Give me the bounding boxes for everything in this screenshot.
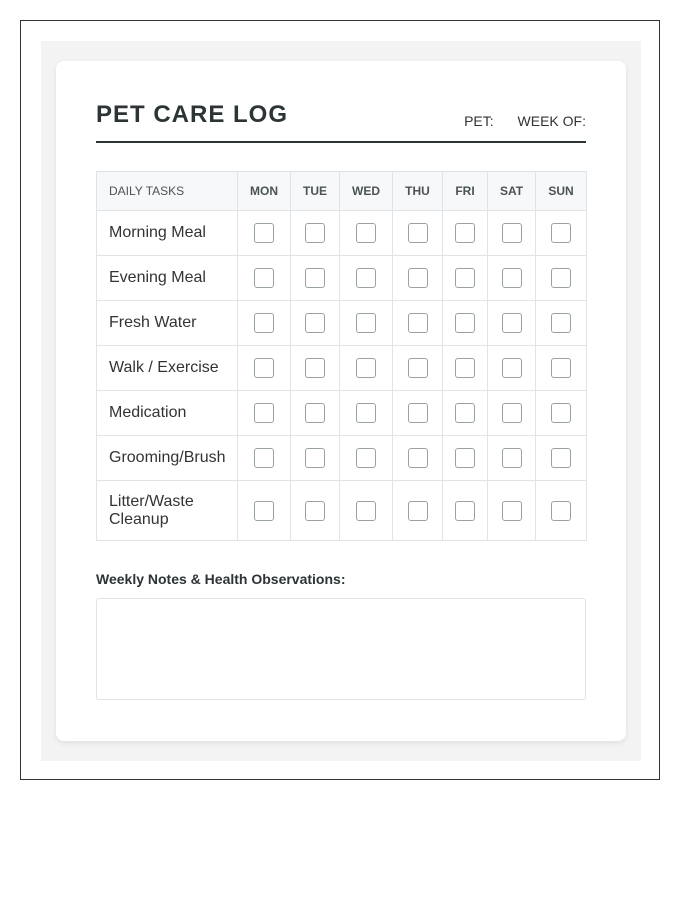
day-cell bbox=[238, 346, 291, 391]
day-header-sat: SAT bbox=[488, 172, 536, 211]
checkbox-fri[interactable] bbox=[455, 403, 475, 423]
day-header-tue: TUE bbox=[291, 172, 340, 211]
day-header-thu: THU bbox=[393, 172, 443, 211]
checkbox-wed[interactable] bbox=[356, 501, 376, 521]
day-cell bbox=[340, 391, 393, 436]
checkbox-sun[interactable] bbox=[551, 358, 571, 378]
day-cell bbox=[238, 211, 291, 256]
day-cell bbox=[340, 256, 393, 301]
day-cell bbox=[393, 346, 443, 391]
checkbox-sun[interactable] bbox=[551, 223, 571, 243]
checkbox-sat[interactable] bbox=[502, 448, 522, 468]
day-cell bbox=[393, 301, 443, 346]
document-frame bbox=[20, 20, 660, 780]
checkbox-sun[interactable] bbox=[551, 268, 571, 288]
day-cell bbox=[238, 256, 291, 301]
checkbox-wed[interactable] bbox=[356, 403, 376, 423]
day-cell bbox=[238, 391, 291, 436]
care-log-table bbox=[96, 171, 587, 541]
day-cell bbox=[340, 301, 393, 346]
checkbox-sat[interactable] bbox=[502, 223, 522, 243]
checkbox-tue[interactable] bbox=[305, 358, 325, 378]
day-cell bbox=[536, 346, 587, 391]
task-table-body bbox=[97, 211, 587, 541]
daily-tasks-header: DAILY TASKS bbox=[97, 172, 238, 211]
checkbox-sat[interactable] bbox=[502, 501, 522, 521]
checkbox-wed[interactable] bbox=[356, 448, 376, 468]
checkbox-sat[interactable] bbox=[502, 313, 522, 333]
day-cell bbox=[393, 481, 443, 541]
day-cell bbox=[238, 436, 291, 481]
task-label: Morning Meal bbox=[97, 211, 238, 256]
day-cell bbox=[443, 211, 488, 256]
checkbox-fri[interactable] bbox=[455, 313, 475, 333]
day-cell bbox=[443, 481, 488, 541]
day-cell bbox=[393, 211, 443, 256]
task-label: Walk / Exercise bbox=[97, 346, 238, 391]
day-cell bbox=[536, 436, 587, 481]
checkbox-thu[interactable] bbox=[408, 268, 428, 288]
checkbox-wed[interactable] bbox=[356, 358, 376, 378]
day-cell bbox=[340, 481, 393, 541]
checkbox-mon[interactable] bbox=[254, 403, 274, 423]
day-cell bbox=[536, 301, 587, 346]
day-cell bbox=[393, 436, 443, 481]
checkbox-fri[interactable] bbox=[455, 268, 475, 288]
day-cell bbox=[488, 301, 536, 346]
checkbox-sun[interactable] bbox=[551, 403, 571, 423]
task-label: Litter/Waste Cleanup bbox=[97, 481, 238, 541]
day-cell bbox=[443, 256, 488, 301]
checkbox-wed[interactable] bbox=[356, 313, 376, 333]
table-row bbox=[97, 481, 587, 541]
table-row bbox=[97, 256, 587, 301]
day-cell bbox=[291, 256, 340, 301]
checkbox-sat[interactable] bbox=[502, 403, 522, 423]
day-cell bbox=[340, 211, 393, 256]
notes-field[interactable] bbox=[96, 598, 586, 700]
checkbox-mon[interactable] bbox=[254, 223, 274, 243]
checkbox-fri[interactable] bbox=[455, 448, 475, 468]
checkbox-thu[interactable] bbox=[408, 403, 428, 423]
day-cell bbox=[340, 346, 393, 391]
checkbox-mon[interactable] bbox=[254, 268, 274, 288]
checkbox-mon[interactable] bbox=[254, 501, 274, 521]
day-cell bbox=[238, 481, 291, 541]
table-row bbox=[97, 211, 587, 256]
log-card bbox=[56, 61, 626, 741]
day-cell bbox=[488, 211, 536, 256]
day-cell bbox=[340, 436, 393, 481]
pet-label: PET: bbox=[464, 113, 494, 129]
day-cell bbox=[443, 391, 488, 436]
day-cell bbox=[291, 211, 340, 256]
day-cell bbox=[443, 346, 488, 391]
day-cell bbox=[443, 436, 488, 481]
checkbox-mon[interactable] bbox=[254, 448, 274, 468]
task-label: Evening Meal bbox=[97, 256, 238, 301]
checkbox-mon[interactable] bbox=[254, 358, 274, 378]
checkbox-wed[interactable] bbox=[356, 223, 376, 243]
checkbox-thu[interactable] bbox=[408, 313, 428, 333]
checkbox-fri[interactable] bbox=[455, 501, 475, 521]
day-cell bbox=[536, 256, 587, 301]
day-cell bbox=[536, 481, 587, 541]
table-row bbox=[97, 436, 587, 481]
day-header-fri: FRI bbox=[443, 172, 488, 211]
checkbox-thu[interactable] bbox=[408, 223, 428, 243]
checkbox-thu[interactable] bbox=[408, 358, 428, 378]
day-cell bbox=[488, 436, 536, 481]
checkbox-sat[interactable] bbox=[502, 358, 522, 378]
checkbox-tue[interactable] bbox=[305, 403, 325, 423]
table-row bbox=[97, 346, 587, 391]
day-cell bbox=[536, 211, 587, 256]
day-header-sun: SUN bbox=[536, 172, 587, 211]
task-label: Medication bbox=[97, 391, 238, 436]
checkbox-sun[interactable] bbox=[551, 448, 571, 468]
day-cell bbox=[291, 346, 340, 391]
checkbox-mon[interactable] bbox=[254, 313, 274, 333]
checkbox-tue[interactable] bbox=[305, 448, 325, 468]
day-cell bbox=[488, 391, 536, 436]
checkbox-fri[interactable] bbox=[455, 223, 475, 243]
day-cell bbox=[291, 391, 340, 436]
day-cell bbox=[488, 346, 536, 391]
day-cell bbox=[291, 481, 340, 541]
day-cell bbox=[238, 301, 291, 346]
task-label: Fresh Water bbox=[97, 301, 238, 346]
day-cell bbox=[488, 256, 536, 301]
day-header-wed: WED bbox=[340, 172, 393, 211]
table-header-row bbox=[97, 172, 587, 211]
week-of-label: WEEK OF: bbox=[517, 113, 586, 129]
day-cell bbox=[536, 391, 587, 436]
page-title: PET CARE LOG bbox=[96, 101, 289, 128]
task-label: Grooming/Brush bbox=[97, 436, 238, 481]
day-header-mon: MON bbox=[238, 172, 291, 211]
checkbox-tue[interactable] bbox=[305, 223, 325, 243]
table-row bbox=[97, 301, 587, 346]
table-row bbox=[97, 391, 587, 436]
day-cell bbox=[488, 481, 536, 541]
day-cell bbox=[393, 391, 443, 436]
checkbox-thu[interactable] bbox=[408, 501, 428, 521]
header-meta bbox=[464, 113, 586, 129]
checkbox-sat[interactable] bbox=[502, 268, 522, 288]
checkbox-sun[interactable] bbox=[551, 313, 571, 333]
checkbox-fri[interactable] bbox=[455, 358, 475, 378]
checkbox-thu[interactable] bbox=[408, 448, 428, 468]
day-cell bbox=[443, 301, 488, 346]
checkbox-sun[interactable] bbox=[551, 501, 571, 521]
page-backdrop bbox=[41, 41, 641, 761]
checkbox-wed[interactable] bbox=[356, 268, 376, 288]
day-cell bbox=[291, 301, 340, 346]
checkbox-tue[interactable] bbox=[305, 501, 325, 521]
notes-label: Weekly Notes & Health Observations: bbox=[96, 571, 346, 587]
checkbox-tue[interactable] bbox=[305, 313, 325, 333]
log-header bbox=[96, 101, 586, 143]
day-cell bbox=[291, 436, 340, 481]
day-cell bbox=[393, 256, 443, 301]
checkbox-tue[interactable] bbox=[305, 268, 325, 288]
